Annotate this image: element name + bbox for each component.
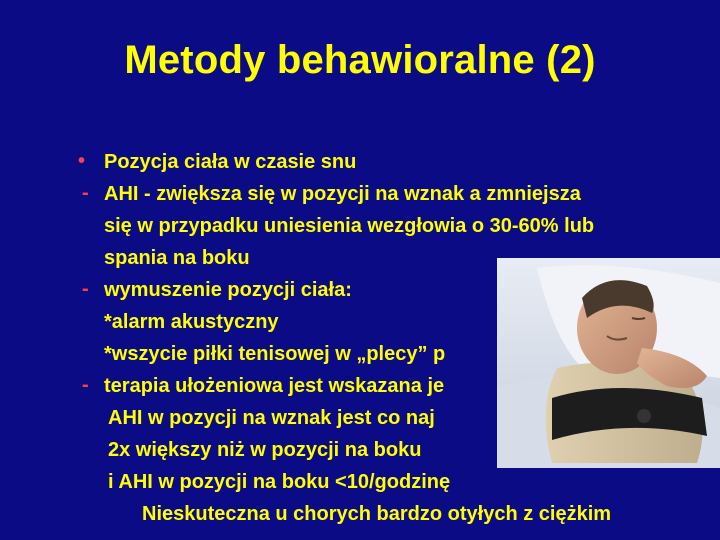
list-item-text: *wszycie piłki tenisowej w „plecy” p [104,343,446,365]
list-item-text: 2x większy niż w pozycji na boku [108,439,422,461]
slide-title: Metody behawioralne (2) [124,38,596,82]
bullet-marker: • [78,150,86,172]
list-item-text: i AHI w pozycji na boku <10/godzinę [108,471,451,493]
dash-marker: - [82,182,89,204]
bullet-text: Pozycja ciała w czasie snu [104,151,357,173]
list-item-text: wymuszenie pozycji ciała: [104,279,352,301]
list-item-text: AHI - zwiększa się w pozycji na wznak a zmniejsza [104,183,581,205]
list-item-text: Nieskuteczna u chorych bardzo otyłych z ciężkim [142,503,612,525]
sleeping-man-photo [497,258,720,468]
list-item-text: *alarm akustyczny [104,311,279,333]
list-item-text: AHI w pozycji na wznak jest co naj [108,407,435,429]
belt-buckle [637,409,651,423]
dash-marker: - [82,278,89,300]
list-item-text: spania na boku [104,247,250,269]
dash-marker: - [82,374,89,396]
list-item-text: terapia ułożeniowa jest wskazana je [104,375,445,397]
list-item-text: się w przypadku uniesienia wezgłowia o 30-60% lub [104,215,595,237]
